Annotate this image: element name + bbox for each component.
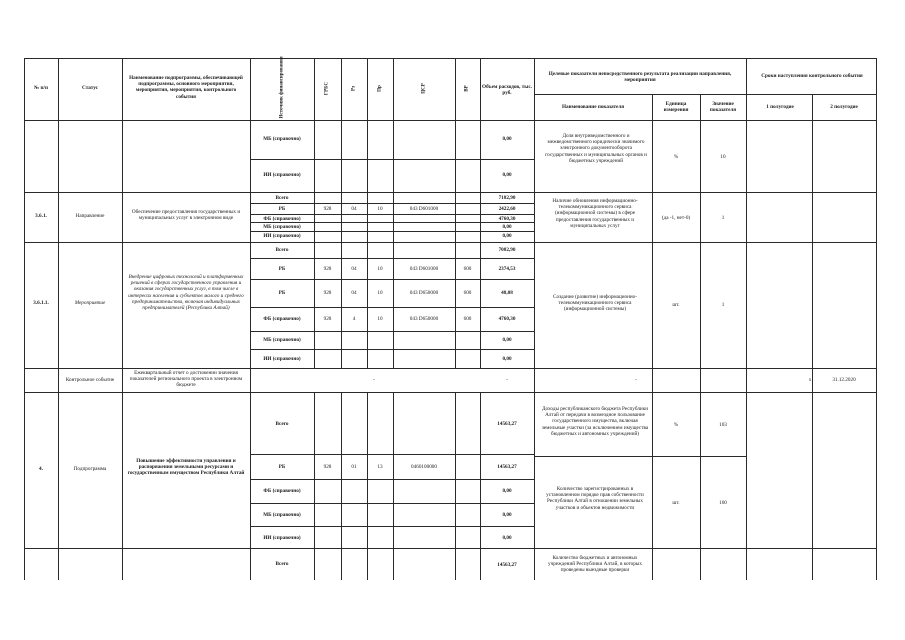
grid-line [534, 94, 877, 95]
pr-cell: 13 [377, 464, 383, 470]
rz-cell: 01 [351, 464, 357, 470]
indicator-text: Количество бюджетных и автономных учреждений Республики Алтай, в которых проведены выездные проверки [548, 555, 642, 574]
grbs-cell: 928 [323, 266, 332, 272]
csr-cell: 043 D601000 [409, 266, 439, 272]
grid-line [455, 392, 456, 580]
header-source: Источник финансирования [279, 56, 285, 119]
source-cell: МБ (справочно) [263, 224, 301, 230]
source-cell: ФБ (справочно) [263, 316, 301, 322]
header-targets: Целевые показатели непосредственного результата реализации направления, мероприятия [548, 71, 732, 84]
header-name: Наименование подпрограммы, обеспечивающей подпрограммы, основного мероприятия, мероприятия, мероприятия, контрольного события [129, 75, 243, 100]
grbs-cell: 928 [323, 464, 332, 470]
header-vr: ВР [464, 85, 470, 92]
source-cell: Всего [275, 247, 289, 253]
rz-cell: 04 [351, 290, 357, 296]
event-dash: - [506, 377, 508, 383]
volume-value: 48,08 [501, 290, 513, 296]
volume-value: 2374,53 [498, 266, 516, 272]
volume-value: 4760,30 [498, 216, 516, 222]
grbs-cell: 928 [323, 316, 332, 322]
grid-line [746, 58, 747, 580]
header-indicator: Наименование показателя [561, 104, 625, 110]
volume-value: 0,00 [502, 172, 512, 178]
grid-line [250, 479, 534, 480]
source-cell: МБ (справочно) [263, 512, 301, 518]
header-unit: Единица измерения [663, 101, 689, 114]
header-half2: 2 полугодие [830, 104, 858, 110]
source-cell: РБ [278, 464, 286, 470]
indicator-value: 103 [719, 422, 727, 428]
header-csr: ЦСР [421, 83, 427, 94]
grid-line [250, 526, 534, 527]
rz-cell: 04 [351, 206, 357, 212]
indicator-value: 1 [721, 302, 725, 308]
grid-line [314, 392, 315, 580]
grid-line [250, 503, 534, 504]
indicator-text: Доля внутриведомственного и межведомственного юридически значимого электронного документооборота государственных и муниципальных органов и бюджетных учреждений [545, 133, 647, 164]
source-cell: ФБ (справочно) [263, 488, 301, 494]
row-status: Мероприятие [74, 300, 106, 306]
source-cell: Всего [275, 421, 289, 427]
grid-line [250, 331, 534, 332]
grid-line [250, 203, 534, 204]
volume-value: 0,00 [502, 488, 512, 494]
grid-line [250, 349, 534, 350]
rz-cell: 4 [352, 316, 356, 322]
grid-line [24, 58, 25, 580]
grid-line [250, 454, 534, 455]
volume-value: 14563,27 [497, 562, 517, 568]
grid-line [534, 58, 535, 580]
event-dash: - [635, 377, 637, 383]
event-x: х [808, 377, 812, 383]
vr-cell: 600 [463, 316, 472, 322]
event-dash: - [373, 377, 375, 383]
indicator-value: 10 [720, 154, 726, 160]
budget-program-table [24, 58, 877, 580]
volume-value: 0,00 [502, 535, 512, 541]
row-num: 3.6.1. [35, 213, 47, 219]
source-cell: МБ (справочно) [263, 337, 301, 343]
grid-line [367, 392, 368, 580]
grid-line [250, 159, 534, 160]
header-rz: Рз [351, 85, 357, 92]
grid-line [24, 242, 877, 243]
grid-line [24, 368, 877, 369]
source-mb: МБ (справочно) [263, 136, 301, 142]
source-cell: РБ [278, 290, 286, 296]
source-cell: РБ [278, 266, 286, 272]
csr-cell: 043 D650000 [409, 316, 439, 322]
header-num: № п/п [34, 85, 48, 91]
grid-line [534, 456, 746, 457]
indicator-text: Количество зарегистрированных в установленном порядке прав собственности Республики Алтай в отношении земельных участков и объектов недвижимости [546, 486, 644, 511]
source-cell: ИИ (справочно) [263, 356, 301, 362]
grid-line [341, 392, 342, 580]
row-num: 4. [39, 466, 43, 472]
source-cell: ФБ (справочно) [263, 216, 301, 222]
source-cell: РБ [278, 206, 286, 212]
grid-line [122, 58, 123, 580]
indicator-text: Наличие обновления информационно-телекоммуникационного сервиса (информационной системы) в сфере предоставления государственных и муниципальных услуг [552, 198, 638, 229]
grid-line [24, 192, 877, 193]
event-date: 31.12.2020 [832, 377, 856, 383]
volume-value: 0,00 [502, 233, 512, 239]
indicator-unit: шт. [672, 500, 680, 506]
grid-line [393, 392, 394, 580]
indicator-unit: % [673, 422, 679, 428]
header-value: Значение показателя [709, 101, 737, 114]
grid-line [24, 548, 877, 549]
indicator-unit: % [673, 154, 679, 160]
indicator-value: 1 [721, 215, 725, 221]
grid-line [24, 392, 877, 393]
pr-cell: 10 [377, 316, 383, 322]
header-volume: Объем расходов, тыс. руб. [482, 84, 532, 97]
volume-value: 0,00 [502, 337, 512, 343]
grid-line [250, 307, 534, 308]
row-name: Повышение эффективности управления и распоряжения земельными ресурсами и государственным имуществом Республики Алтай [127, 458, 245, 477]
indicator-unit: шт. [672, 302, 680, 308]
grid-line [876, 58, 877, 580]
grid-line [250, 214, 534, 215]
indicator-text: Создание (развитие) информационно-телекоммуникационного сервиса (информационной системы) [553, 294, 637, 313]
indicator-value: 160 [719, 500, 727, 506]
vr-cell: 600 [463, 266, 472, 272]
row-status: Подпрограмма [73, 466, 107, 472]
grbs-cell: 928 [323, 290, 332, 296]
csr-cell: 0460100000 [411, 464, 437, 470]
volume-value: 14563,27 [497, 464, 517, 470]
pr-cell: 10 [377, 206, 383, 212]
source-cell: ИИ (справочно) [263, 535, 301, 541]
volume-value: 7182,90 [498, 195, 516, 201]
pr-cell: 10 [377, 290, 383, 296]
row-status: Направление [75, 213, 105, 219]
header-status: Статус [82, 85, 98, 91]
row-name: Обеспечение предоставления государственных и муниципальных услуг в электронном виде [131, 209, 241, 222]
grid-line [700, 94, 701, 580]
volume-value: 0,00 [502, 356, 512, 362]
header-deadlines: Сроки наступления контрольного события [761, 73, 863, 79]
event-status: Контрольное событие [65, 377, 115, 383]
indicator-text: Доходы республиканского бюджета Республики Алтай от передачи в возмездное пользование государственного имущества, включая земельные участки (за исключением имущества бюджетных и автономных учреждений) [541, 406, 649, 437]
grid-line [24, 120, 877, 121]
source-total: Всего [275, 561, 289, 567]
grid-line [812, 94, 813, 580]
grbs-cell: 928 [323, 206, 332, 212]
source-cell: Всего [275, 195, 289, 201]
volume-value: 0,00 [502, 136, 512, 142]
grid-line [652, 94, 653, 580]
volume-value: 14563,27 [497, 421, 517, 427]
grid-line [250, 279, 534, 280]
row-name: Внедрение цифровых технологий и платформенных решений в сферах государственного управления и оказания государственных услуг, в том числе в интересах населения и субъектов малого и среднего предпринимательства, включая индивидуальных предпринимателей (Республика Алтай) [128, 274, 244, 312]
volume-value: 0,00 [502, 224, 512, 230]
row-num: 3.6.1.1. [33, 300, 49, 306]
volume-value: 0,00 [502, 512, 512, 518]
source-cell: ИИ (справочно) [263, 233, 301, 239]
grid-line [250, 231, 534, 232]
csr-cell: 043 D601000 [409, 206, 439, 212]
indicator-unit: (да -1, нет-0) [661, 215, 691, 221]
grid-line [24, 58, 877, 59]
header-half1: 1 полугодие [766, 104, 794, 110]
header-pr: Пр [377, 85, 383, 92]
grid-line [58, 58, 59, 580]
csr-cell: 043 D650000 [409, 290, 439, 296]
source-ii: ИИ (справочно) [263, 172, 301, 178]
grid-line [250, 258, 534, 259]
volume-value: 4760,30 [498, 316, 516, 322]
volume-value: 2422,60 [498, 206, 516, 212]
header-grbs: ГРБС [324, 81, 330, 96]
pr-cell: 10 [377, 266, 383, 272]
rz-cell: 04 [351, 266, 357, 272]
event-name: Ежеквартальный отчет о достижении значения показателей регионального проекта в электронном бюджете [129, 370, 243, 389]
vr-cell: 600 [463, 290, 472, 296]
volume-value: 7082,90 [498, 247, 516, 253]
